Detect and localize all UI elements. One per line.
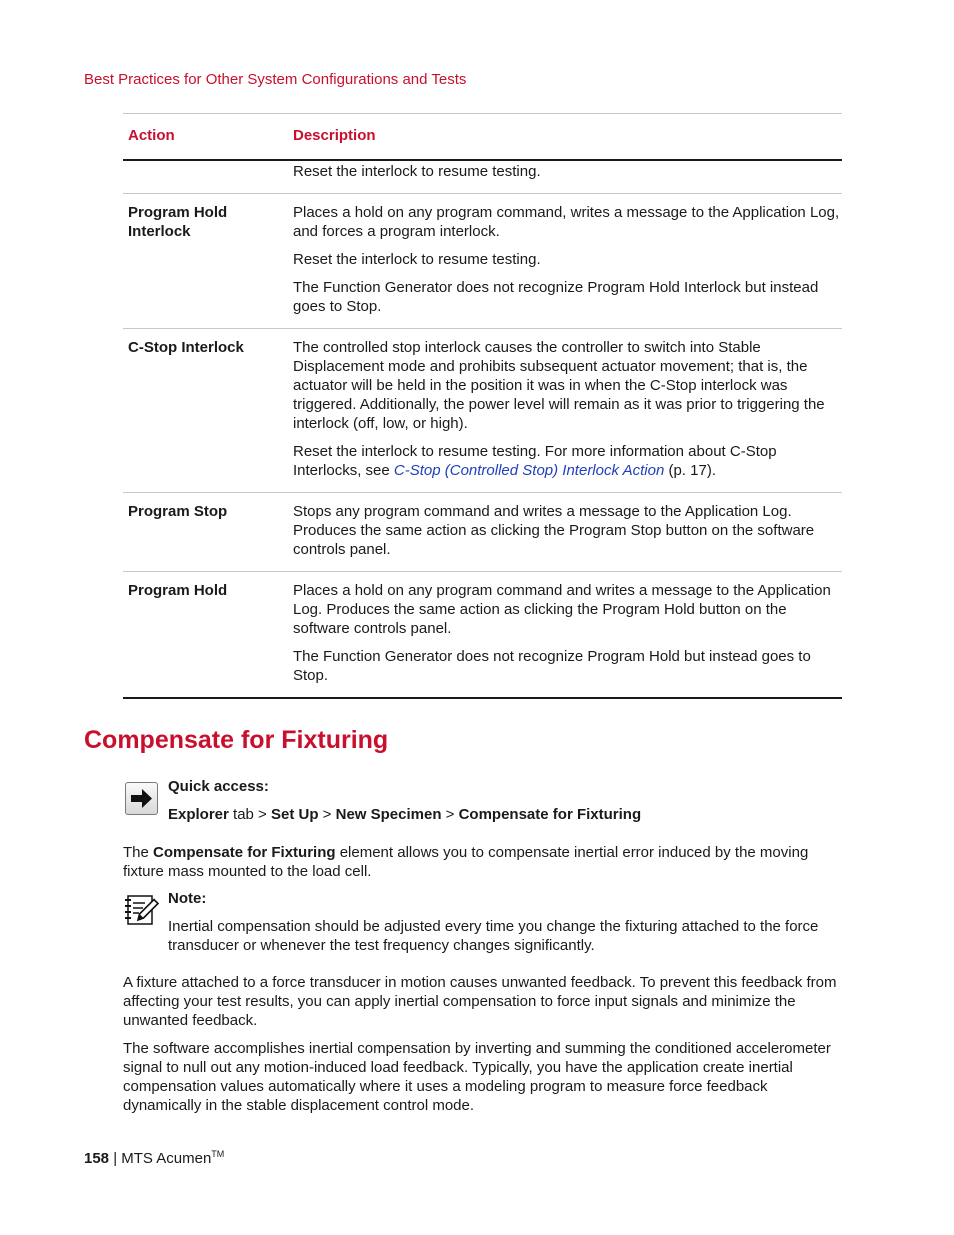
description-paragraph: Reset the interlock to resume testing. — [293, 251, 541, 268]
path-separator: > — [318, 806, 336, 823]
intro-text: The — [123, 844, 154, 861]
row-description — [287, 160, 842, 194]
description-paragraph: The Function Generator does not recognize Program Hold Interlock but instead goes to Stop. — [293, 279, 819, 315]
description-paragraph: Stops any program command and writes a message to the Application Log. Produces the same action as clicking the Program Stop button on the software controls panel. — [293, 503, 815, 558]
table-row — [123, 493, 842, 572]
trademark-symbol: TM — [211, 1149, 225, 1159]
intro-paragraph — [123, 843, 843, 881]
row-action: Program Hold Interlock — [123, 194, 287, 329]
path-set-up: Set Up — [270, 806, 319, 823]
arrow-right-icon — [125, 782, 158, 815]
row-description — [287, 194, 842, 329]
cstop-interlock-link[interactable]: C-Stop (Controlled Stop) Interlock Action — [393, 462, 665, 479]
page-number: 158 — [84, 1150, 110, 1167]
path-compensate-for-fixturing: Compensate for Fixturing — [458, 806, 642, 823]
note-text: Inertial compensation should be adjusted every time you change the fixturing attached to the force transducer or whenever the test frequency changes significantly. — [168, 918, 819, 954]
row-description — [287, 572, 842, 699]
path-separator: > — [441, 806, 459, 823]
description-paragraph: The controlled stop interlock causes the controller to switch into Stable Displacement mode and prohibits subsequent actuator movement; that is, the actuator will be held in the position it was in when the C-Stop interlock was triggered. Additionally, the power level will remain as it was prior to triggering the interlock (off, low, or high). — [293, 339, 825, 432]
body-paragraph: A fixture attached to a force transducer in motion causes unwanted feedback. To prevent this feedback from affecting your test results, you can apply inertial compensation to force input signals and minimize the unwanted feedback. — [123, 974, 837, 1029]
description-paragraph: The Function Generator does not recognize Program Hold but instead goes to Stop. — [293, 648, 811, 684]
xref-lead-text: Reset the interlock to resume testing. For more information about C-Stop Interlocks, see — [293, 443, 777, 479]
column-header-description: Description — [287, 114, 842, 161]
description-paragraph: Reset the interlock to resume testing. — [293, 163, 541, 180]
page-footer — [84, 1149, 224, 1168]
row-description — [287, 493, 842, 572]
xref-page-text: (p. 17). — [664, 462, 716, 479]
path-new-specimen: New Specimen — [335, 806, 442, 823]
description-paragraph: Places a hold on any program command, writes a message to the Application Log, and forces a program interlock. — [293, 204, 840, 240]
row-action — [123, 160, 287, 194]
intro-text: element allows you to compensate inertial error induced by the moving fixture mass mounted to the load cell. — [123, 844, 809, 880]
description-paragraph: Places a hold on any program command and writes a message to the Application Log. Produces the same action as clicking the Program Hold button on the software controls panel. — [293, 582, 831, 637]
intro-bold-term: Compensate for Fixturing — [153, 844, 336, 861]
path-explorer: Explorer — [168, 806, 229, 823]
running-header: Best Practices for Other System Configurations and Tests — [84, 71, 467, 88]
row-action: Program Stop — [123, 493, 287, 572]
table-row — [123, 572, 842, 699]
path-separator: tab > — [228, 806, 271, 823]
interlock-actions-table — [123, 113, 842, 699]
row-description — [287, 329, 842, 493]
row-action: Program Hold — [123, 572, 287, 699]
table-row — [123, 194, 842, 329]
description-paragraph — [293, 442, 840, 480]
quick-access-path — [168, 805, 641, 824]
table-header-row — [123, 114, 842, 161]
quick-access-label: Quick access: — [168, 778, 269, 795]
table-row — [123, 329, 842, 493]
note-label: Note: — [168, 890, 207, 907]
product-name: | MTS Acumen — [109, 1150, 212, 1167]
table-row — [123, 160, 842, 194]
body-paragraph: The software accomplishes inertial compensation by inverting and summing the conditioned accelerometer signal to null out any motion-induced load feedback. Typically, you have the application create inertial compensation values automatically where it uses a modeling program to measure force feedback dynamically in the stable displacement control mode. — [123, 1040, 831, 1114]
note-pencil-icon — [124, 893, 160, 932]
section-title: Compensate for Fixturing — [84, 726, 389, 754]
column-header-action: Action — [123, 114, 287, 161]
row-action: C-Stop Interlock — [123, 329, 287, 493]
